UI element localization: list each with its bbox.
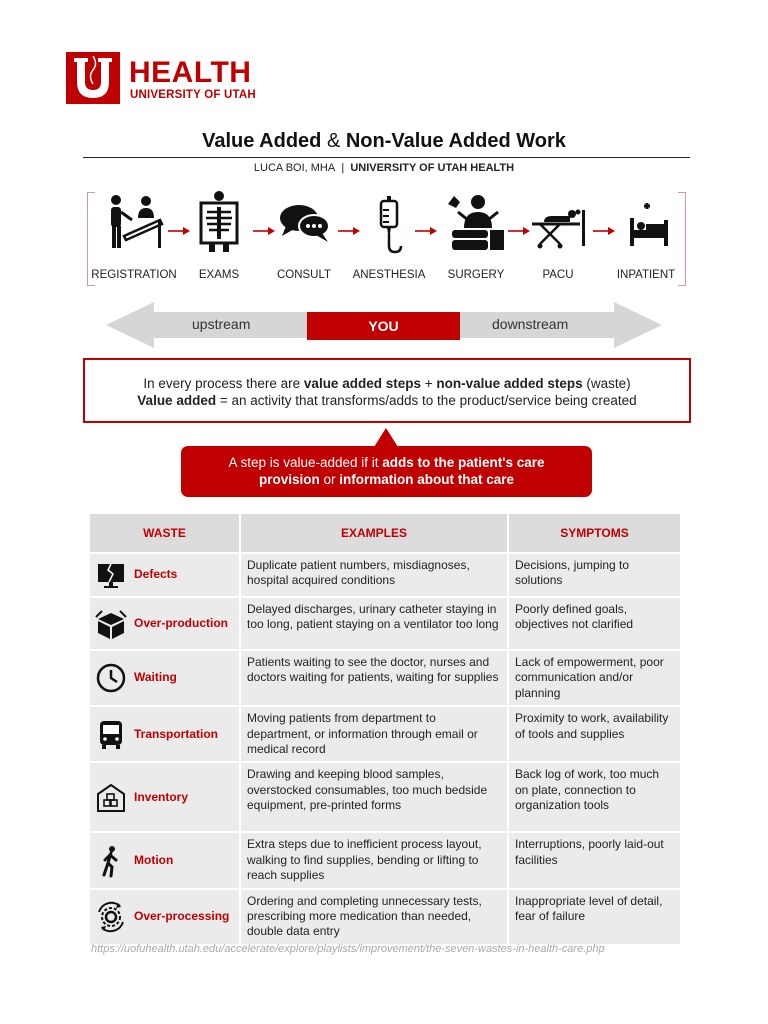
waste-cell: [90, 651, 241, 705]
symptoms-cell: Poorly defined goals, objectives not clarified: [509, 598, 680, 649]
downstream-label: downstream: [492, 316, 569, 332]
author-org: UNIVERSITY OF UTAH HEALTH: [350, 162, 515, 174]
definition-emphasis: Value added: [137, 393, 217, 408]
column-header-waste: WASTE: [90, 514, 241, 552]
step-label: CONSULT: [276, 269, 332, 281]
value-stream-arrow: [106, 302, 662, 348]
column-header-examples: EXAMPLES: [241, 514, 509, 552]
waste-cell: [90, 598, 241, 649]
u-logo-icon: [66, 52, 120, 104]
symptoms-cell: Back log of work, too much on plate, connection to organization tools: [509, 763, 680, 831]
table-row: [90, 598, 680, 649]
step-label: INPATIENT: [616, 269, 676, 281]
warehouse-icon: [94, 780, 128, 814]
definition-text: In every process there are: [143, 376, 304, 391]
table-row: [90, 651, 680, 705]
step-label: EXAMS: [198, 269, 240, 281]
author-line: [0, 162, 768, 174]
waste-label: Over-production: [134, 615, 229, 630]
author-name: LUCA BOI, MHA: [253, 162, 336, 174]
waste-cell: [90, 707, 241, 761]
examples-cell: Drawing and keeping blood samples, overstocked consumables, too much bedside equipment, pre-printed forms: [241, 763, 509, 831]
definition-emphasis: non-value added steps: [436, 376, 583, 391]
title-ampersand: &: [326, 130, 341, 152]
table-row: [90, 554, 680, 596]
waste-label: Transportation: [134, 726, 219, 741]
hospital-bed-icon: [614, 190, 678, 254]
callout-emphasis: adds to the patient's care: [382, 455, 545, 470]
surgeon-icon: [444, 190, 508, 254]
definition-line-2: [85, 392, 689, 409]
callout-text: A step is value-added if it: [228, 455, 383, 470]
definition-text: (waste): [582, 376, 631, 391]
waste-cell: [90, 554, 241, 596]
definition-line-1: [85, 375, 689, 392]
author-separator: |: [341, 162, 345, 174]
clock-icon: [94, 661, 128, 695]
callout-emphasis: information about that care: [339, 472, 515, 487]
examples-cell: Delayed discharges, urinary catheter staying in too long, patient staying on a ventilator too long: [241, 598, 509, 649]
brand-subtitle: UNIVERSITY OF UTAH: [130, 89, 256, 101]
you-marker: YOU: [307, 312, 460, 340]
table-row: [90, 890, 680, 944]
page-title: [0, 130, 768, 153]
gear-cycle-icon: [94, 900, 128, 934]
waste-label: Motion: [134, 852, 174, 867]
title-divider: [83, 157, 690, 158]
definition-text: +: [420, 376, 437, 391]
broken-monitor-icon: [94, 558, 128, 592]
table-row: [90, 763, 680, 831]
callout-pointer: [374, 428, 398, 447]
waste-label: Inventory: [134, 789, 189, 804]
step-inpatient: [598, 190, 694, 281]
examples-cell: Ordering and completing unnecessary tests, prescribing more medication than needed, double data entry: [241, 890, 509, 944]
symptoms-cell: Inappropriate level of detail, fear of failure: [509, 890, 680, 944]
source-link[interactable]: https://uofuhealth.utah.edu/accelerate/explore/playlists/improvement/the-seven-wastes-in-health-care.php: [91, 943, 605, 955]
callout-text: or: [319, 472, 340, 487]
column-header-symptoms: SYMPTOMS: [509, 514, 680, 552]
symptoms-cell: Lack of empowerment, poor communication and/or planning: [509, 651, 680, 705]
symptoms-cell: Proximity to work, availability of tools and supplies: [509, 707, 680, 761]
walking-person-icon: [94, 844, 128, 878]
examples-cell: Patients waiting to see the doctor, nurses and doctors waiting for patients, waiting for supplies: [241, 651, 509, 705]
iv-drip-icon: [357, 190, 421, 254]
registration-desk-icon: [102, 190, 166, 254]
waste-cell: [90, 833, 241, 887]
title-part-1: Value Added: [202, 130, 327, 152]
waste-table: [90, 512, 680, 946]
waste-cell: [90, 890, 241, 944]
callout-body: [181, 446, 592, 497]
title-part-2: Non-Value Added Work: [340, 130, 566, 152]
symptoms-cell: Interruptions, poorly laid-out facilities: [509, 833, 680, 887]
step-label: ANESTHESIA: [352, 269, 426, 281]
symptoms-cell: Decisions, jumping to solutions: [509, 554, 680, 596]
waste-label: Waiting: [134, 670, 177, 685]
step-pacu: [510, 190, 606, 281]
university-of-utah-health-logo: [66, 52, 256, 108]
examples-cell: Moving patients from department to department, or information through email or medical record: [241, 707, 509, 761]
recovery-stretcher-icon: [526, 190, 590, 254]
step-label: PACU: [542, 269, 574, 281]
step-label: SURGERY: [447, 269, 505, 281]
examples-cell: Extra steps due to inefficient process layout, walking to find supplies, bending or lifting to reach supplies: [241, 833, 509, 887]
step-label: REGISTRATION: [91, 269, 177, 281]
bus-icon: [94, 717, 128, 751]
definition-emphasis: value added steps: [303, 376, 421, 391]
waste-cell: [90, 763, 241, 831]
table-row: [90, 833, 680, 887]
waste-label: Defects: [134, 567, 178, 582]
definition-box: [83, 358, 691, 423]
boxes-icon: [94, 607, 128, 641]
upstream-label: upstream: [192, 316, 251, 332]
waste-label: Over-processing: [134, 909, 230, 924]
table-header-row: [90, 514, 680, 552]
value-added-callout: [181, 428, 592, 497]
examples-cell: Duplicate patient numbers, misdiagnoses, hospital acquired conditions: [241, 554, 509, 596]
callout-emphasis: provision: [258, 472, 320, 487]
table-row: [90, 707, 680, 761]
brand-name: HEALTH: [129, 56, 252, 89]
speech-bubbles-icon: [272, 190, 336, 254]
xray-icon: [187, 190, 251, 254]
definition-text: = an activity that transforms/adds to the product/service being created: [216, 393, 637, 408]
